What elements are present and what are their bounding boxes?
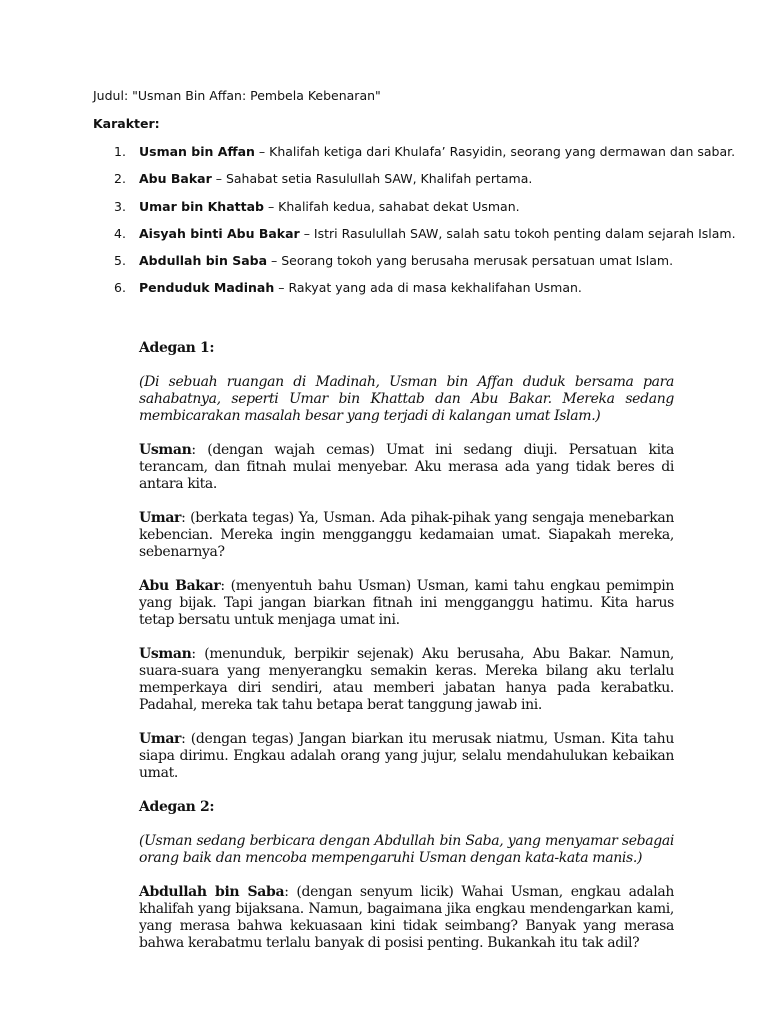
dialogue-text: : (dengan senyum licik) Wahai Usman, engkau adalah khalifah yang bijaksana. Namun, bagaimana jika engkau mendengarkan kami, yang merasa bahwa kekuasaan kini tidak seimbang? Banyak yang merasa bahwa kerabatmu terlalu banyak di posisi penting. Bukankah itu tak adil? (139, 884, 674, 951)
list-number: 3. (114, 198, 126, 214)
stage-direction: (Usman sedang berbicara dengan Abdullah bin Saba, yang menyamar sebagai orang baik dan mencoba mempengaruhi Usman dengan kata-kata manis.) (139, 833, 674, 866)
characters-list (93, 144, 736, 308)
character-description: – Istri Rasulullah SAW, salah satu tokoh penting dalam sejarah Islam. (299, 225, 736, 241)
character-description: – Seorang tokoh yang berusaha merusak persatuan umat Islam. (267, 253, 674, 269)
character-name: Abu Bakar (139, 171, 212, 187)
list-number: 5. (114, 253, 126, 269)
character-description: – Sahabat setia Rasulullah SAW, Khalifah pertama. (211, 171, 533, 187)
speaker-name: Usman (139, 646, 192, 662)
dialogue-line (139, 884, 674, 952)
character-item (93, 171, 713, 198)
dialogue-text: : (menunduk, berpikir sejenak) Aku berusaha, Abu Bakar. Namun, suara-suara yang menyerangku semakin keras. Mereka bilang aku terlalu memperkaya diri sendiri, atau memberi jabatan hanya pada kerabatku. Padahal, mereka tak tahu betapa berat tanggung jawab ini. (139, 646, 674, 713)
characters-heading: Karakter: (93, 116, 160, 131)
character-description: – Khalifah ketiga dari Khulafa’ Rasyidin, seorang yang dermawan dan sabar. (254, 144, 736, 159)
script-body (139, 340, 674, 969)
dialogue-line (139, 731, 674, 782)
speaker-name: Umar (139, 510, 182, 526)
list-number: 6. (114, 280, 126, 296)
speaker-name: Usman (139, 442, 192, 458)
character-name: Abdullah bin Saba (139, 253, 268, 269)
dialogue-text: : (menyentuh bahu Usman) Usman, kami tahu engkau pemimpin yang bijak. Tapi jangan biarkan fitnah ini mengganggu hatimu. Kita harus tetap bersatu untuk menjaga umat ini. (139, 578, 674, 628)
document-title: Judul: "Usman Bin Affan: Pembela Kebenaran" (93, 88, 381, 103)
character-description: – Rakyat yang ada di masa kekhalifahan Usman. (274, 280, 582, 296)
character-name: Aisyah binti Abu Bakar (139, 225, 300, 241)
dialogue-line (139, 510, 674, 561)
character-name: Penduduk Madinah (139, 280, 275, 296)
speaker-name: Abu Bakar (139, 578, 221, 594)
character-item (93, 144, 736, 171)
dialogue-text: : (dengan tegas) Jangan biarkan itu merusak niatmu, Usman. Kita tahu siapa dirimu. Engkau adalah orang yang jujur, selalu mendahulukan kebaikan umat. (139, 731, 674, 781)
scene-title: Adegan 1: (139, 340, 215, 356)
scene-title: Adegan 2: (139, 799, 215, 815)
speaker-name: Umar (139, 731, 182, 747)
character-description: – Khalifah kedua, sahabat dekat Usman. (263, 198, 520, 214)
character-item (93, 225, 736, 253)
dialogue-line (139, 578, 674, 629)
list-number: 4. (114, 225, 126, 241)
character-item (93, 253, 713, 280)
stage-direction: (Di sebuah ruangan di Madinah, Usman bin Affan duduk bersama para sahabatnya, seperti Umar bin Khattab dan Abu Bakar. Mereka sedang membicarakan masalah besar yang terjadi di kalangan umat Islam.) (139, 374, 674, 424)
character-item (93, 199, 713, 226)
dialogue-line (139, 646, 674, 714)
speaker-name: Abdullah bin Saba (139, 884, 285, 900)
character-name: Usman bin Affan (139, 144, 255, 159)
list-number: 2. (114, 171, 126, 187)
character-item (93, 280, 713, 307)
dialogue-line (139, 442, 674, 493)
dialogue-text: : (dengan wajah cemas) Umat ini sedang diuji. Persatuan kita terancam, dan fitnah mulai menyebar. Aku merasa ada yang tidak beres di antara kita. (139, 442, 674, 492)
dialogue-text: : (berkata tegas) Ya, Usman. Ada pihak-pihak yang sengaja menebarkan kebencian. Mereka ingin mengganggu kedamaian umat. Siapakah mereka, sebenarnya? (139, 510, 674, 560)
list-number: 1. (114, 144, 126, 159)
character-name: Umar bin Khattab (139, 198, 264, 214)
